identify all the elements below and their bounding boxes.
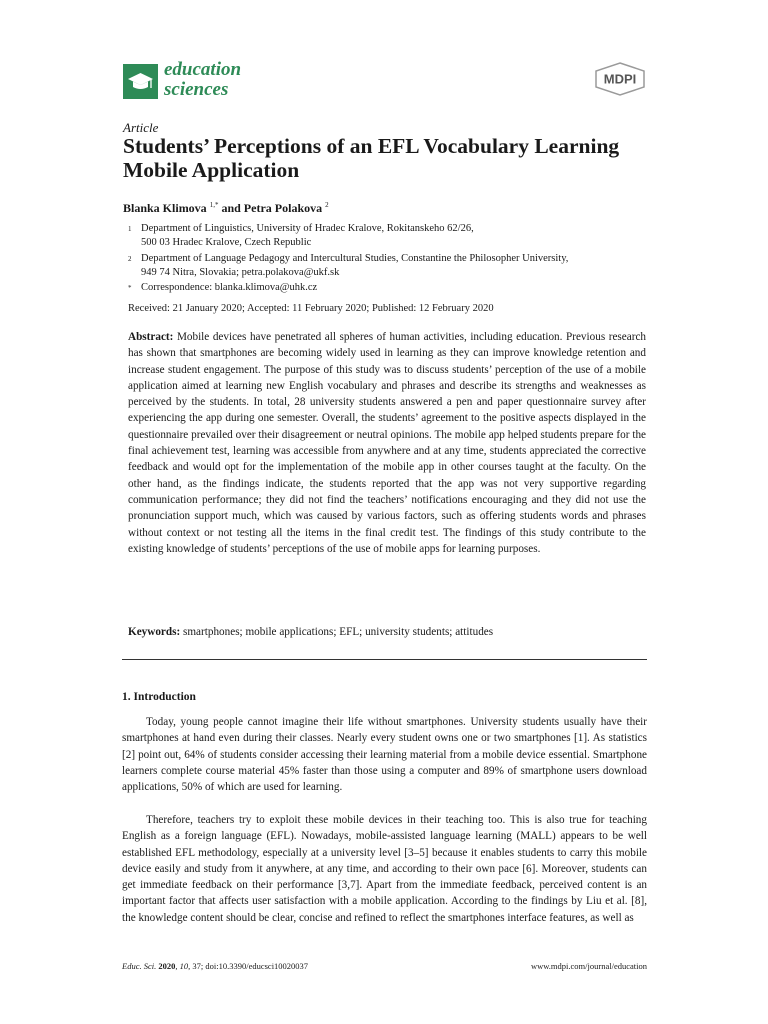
citation-footer: Educ. Sci. 2020, 10, 37; doi:10.3390/educsci10020037 [122, 961, 309, 971]
affiliation-2 [128, 252, 648, 280]
author-1-superscript: 1,* [209, 201, 219, 209]
affiliation-line: 500 03 Hradec Kralove, Czech Republic [141, 237, 312, 248]
keywords [128, 626, 646, 638]
section-divider [122, 659, 647, 660]
affiliation-1 [128, 222, 648, 250]
citation-year: 2020 [158, 961, 176, 971]
correspondence [128, 281, 648, 295]
journal-name-line1: education [164, 59, 242, 80]
publication-dates: Received: 21 January 2020; Accepted: 11 February 2020; Published: 12 February 2020 [128, 303, 494, 314]
affiliation-line: 949 74 Nitra, Slovakia; petra.polakova@ukf.sk [141, 267, 340, 278]
author-line [123, 201, 329, 216]
journal-url[interactable]: www.mdpi.com/journal/education [530, 961, 647, 971]
affiliation-line: Department of Language Pedagogy and Intercultural Studies, Constantine the Philosopher University, [141, 253, 569, 264]
keywords-text: smartphones; mobile applications; EFL; university students; attitudes [183, 626, 494, 638]
affiliation-mark: * [128, 284, 132, 292]
citation-article-number: 37 [192, 961, 201, 971]
affiliation-mark: 2 [128, 255, 132, 263]
author-connector: and [221, 201, 241, 215]
citation-doi: doi:10.3390/educsci10020037 [205, 961, 309, 971]
author-2: Petra Polakova [243, 201, 323, 215]
author-2-superscript: 2 [325, 201, 329, 209]
body-paragraph-1: Today, young people cannot imagine their life without smartphones. University students usually have their smartphones at hand even during their classes. Nearly every student owns one or two smartphones [1]. As statistics [2] point out, 64% of students consider accessing their learning material from a mobile device essential. Smartphone learners complete course material 45% faster than those using a computer and 89% of smartphone users download applications, 50% of which are used for learning. [122, 716, 647, 794]
abstract-text: Mobile devices have penetrated all spheres of human activities, including education. Previous research has shown that smartphones are becoming widely used in learning as they can improve knowledge retention and increase student engagement. The purpose of this study was to discuss students’ perception of the use of a mobile application aimed at learning new English vocabulary and phrases and describe its strengths and weaknesses as perceived by the students. In total, 28 university students answered a pen and paper questionnaire survey after experiencing the app during one semester. Overall, the students’ agreement to the positive aspects displayed in the questionnaire prevailed over their disagreement or neutral opinions. The mobile app helped students prepare for the final achievement test, learning was accessible from anywhere and at any time, students appreciated the corrective feedback and would opt for the implementation of the mobile app in other courses taught at the faculty. On the other hand, as the findings indicate, the students reported that the app was not very supportive regarding communication performance; they did not find the teachers’ notifications encouraging and they did not use the pronunciation support much, which was caused by various factors, such as offering students words and phrases without context or not testing all the items in the final credit test. The findings of this study contribute to the existing knowledge of students’ perceptions of the use of mobile apps for learning purposes. [128, 331, 647, 555]
keywords-label: Keywords: [128, 626, 181, 638]
journal-logo-icon [123, 64, 158, 99]
affiliation-line: Department of Linguistics, University of Hradec Kralove, Rokitanskeho 62/26, [141, 223, 474, 234]
abstract-label: Abstract: [128, 331, 174, 343]
author-1: Blanka Klimova [123, 201, 207, 215]
affiliation-mark: 1 [128, 225, 132, 233]
body-paragraph-2: Therefore, teachers try to exploit these mobile devices in their teaching too. This is also true for teaching English as a foreign language (EFL). Nowadays, mobile-assisted language learning (MALL) appears to be well established EFL methodology, especially at a university level [3–5] because it enables students to carry this mobile device easily and study from it anywhere, at any time, and according to their own pace [6]. Moreover, students can get immediate feedback on their performance [3,7]. Apart from the immediate feedback, perceived content is an important factor that affects user satisfaction with a mobile application. According to the findings by Liu et al. [8], the knowledge content should be clear, concise and refined to reflect the smartphones interface features, as well as [122, 814, 647, 924]
paper-title: Students’ Perceptions of an EFL Vocabulary Learning Mobile Application [123, 134, 620, 182]
journal-name [164, 60, 241, 100]
correspondence-line: Correspondence: blanka.klimova@uhk.cz [141, 282, 318, 293]
citation-volume: 10 [179, 961, 189, 971]
journal-name-line2: sciences [164, 79, 229, 100]
publisher-name: MDPI [603, 71, 637, 87]
publisher-logo [594, 62, 646, 96]
section-heading: 1. Introduction [122, 691, 196, 703]
article-type: Article [123, 120, 159, 135]
abstract [128, 329, 646, 557]
journal-abbreviation: Educ. Sci. [122, 961, 157, 971]
